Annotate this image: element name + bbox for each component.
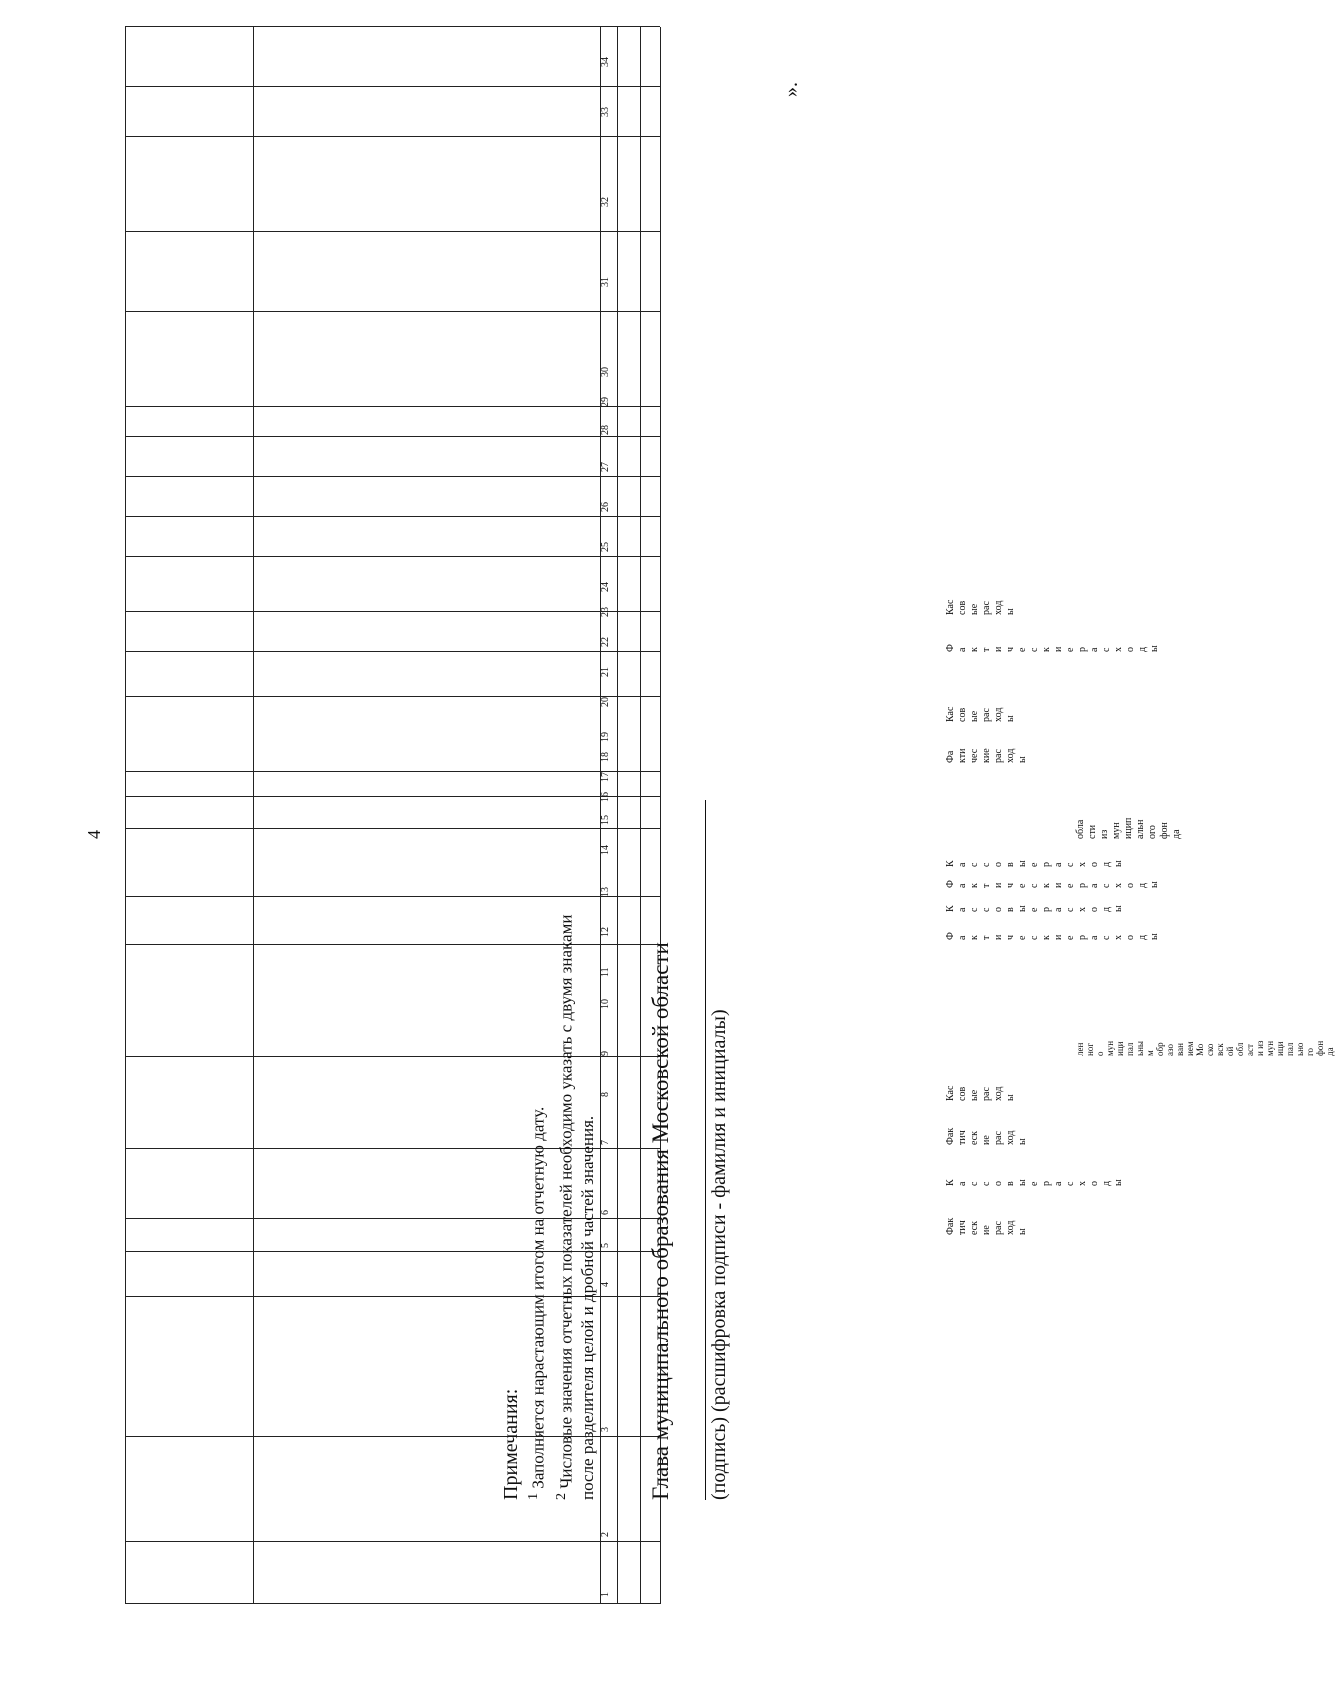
note-1-text: Заполняется нарастающим итогом на отчетную дату. — [528, 1106, 548, 1489]
table-vline — [125, 311, 660, 312]
header-col18: обла сти из мун ицип альн ого фон да — [1075, 817, 1182, 839]
header-fact-b: Фак тич еск ие рас ход ы — [945, 1127, 1028, 1145]
column-number: 12 — [600, 927, 611, 937]
column-number: 20 — [600, 697, 611, 707]
table-vline — [125, 136, 660, 137]
header-fact-e: Фа кти чес кие рас ход ы — [945, 748, 1028, 763]
table-vline — [125, 86, 660, 87]
column-number: 19 — [600, 732, 611, 742]
note-2-continuation: после разделителя целой и дробной частей значения. — [578, 1115, 598, 1500]
table-hline — [640, 27, 641, 1604]
header-fact-f: Ф а к т и ч е с к и е р а с х о д ы — [945, 644, 1160, 652]
column-number: 16 — [600, 792, 611, 802]
note-2-text: Числовые значения отчетных показателей необходимо указать с двумя знаками — [556, 914, 576, 1489]
column-number: 8 — [600, 1092, 611, 1097]
header-col11: лен ног о мун ици пал ьны м обр азо ван ием Мо ско вск ой обл аст и из мун ици пал ьно го фон да — [1075, 1040, 1335, 1056]
column-number: 22 — [600, 637, 611, 647]
header-kass-c: К а с с о в ы е р а с х о д ы — [945, 905, 1124, 912]
column-number: 10 — [600, 999, 611, 1009]
header-fact-a: Фак тич еск ие рас ход ы — [945, 1217, 1028, 1235]
table-vline — [125, 231, 660, 232]
column-number: 32 — [600, 197, 611, 207]
column-number: 24 — [600, 582, 611, 592]
column-number: 6 — [600, 1210, 611, 1215]
header-kass-b: Кас сов ые рас ход ы — [945, 1085, 1016, 1101]
column-number: 33 — [600, 107, 611, 117]
note-2 — [550, 400, 578, 1500]
column-number: 30 — [600, 367, 611, 377]
signature-line — [705, 800, 706, 1500]
closing-quote: ». — [780, 82, 802, 97]
head-title: Глава муниципального образования Московской области — [648, 942, 673, 1500]
note-2-mark: 2 — [552, 1492, 569, 1500]
column-number: 26 — [600, 502, 611, 512]
column-number: 23 — [600, 607, 611, 617]
column-number: 1 — [600, 1592, 611, 1597]
column-number: 25 — [600, 542, 611, 552]
column-number: 29 — [600, 397, 611, 407]
column-number: 11 — [600, 967, 611, 977]
table-hline — [617, 27, 618, 1604]
header-kass-a: К а с с о в ы е р а с х о д ы — [945, 1179, 1124, 1186]
header-fact-d: Ф а к т и ч е с к и е р а с х о д ы — [945, 880, 1160, 888]
column-number: 7 — [600, 1140, 611, 1145]
column-number: 28 — [600, 425, 611, 435]
table-vline — [125, 1603, 660, 1604]
column-number: 34 — [600, 57, 611, 67]
column-number: 18 — [600, 752, 611, 762]
table-hline — [125, 27, 126, 1604]
column-number: 21 — [600, 667, 611, 677]
notes-block — [500, 400, 599, 1500]
column-number: 15 — [600, 815, 611, 825]
header-fact-c: Ф а к т и ч е с к и е р а с х о д ы — [945, 932, 1160, 940]
page-number: 4 — [84, 830, 104, 839]
column-number: 27 — [600, 462, 611, 472]
header-kass-e: Кас сов ые рас ход ы — [945, 706, 1016, 722]
column-number: 3 — [600, 1427, 611, 1432]
table-vline — [125, 26, 660, 27]
column-number: 9 — [600, 1051, 611, 1056]
signature-caption: (подпись) (расшифровка подписи - фамилия и инициалы) — [708, 1009, 730, 1500]
header-kass-d: К а с с о в ы е р а с х о д ы — [945, 860, 1124, 867]
table-hline — [253, 27, 254, 1604]
notes-title: Примечания: — [500, 1388, 522, 1500]
column-number: 4 — [600, 1282, 611, 1287]
note-1 — [522, 400, 550, 1500]
column-number: 31 — [600, 277, 611, 287]
column-number: 2 — [600, 1532, 611, 1537]
column-number: 17 — [600, 772, 611, 782]
note-1-mark: 1 — [525, 1492, 541, 1500]
table-vline — [125, 1541, 660, 1542]
column-number: 13 — [600, 887, 611, 897]
column-number: 5 — [600, 1243, 611, 1248]
column-number: 14 — [600, 845, 611, 855]
header-kass-f: Кас сов ые рас ход ы — [945, 599, 1016, 615]
